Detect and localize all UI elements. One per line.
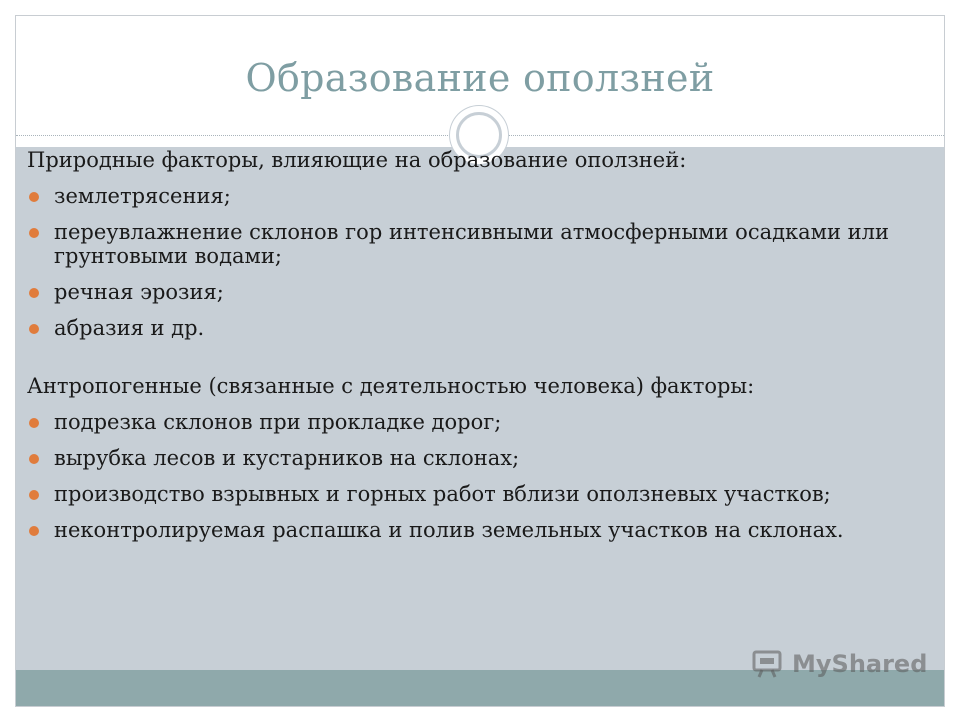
list-item: подрезка склонов при прокладке дорог; [27, 410, 907, 434]
watermark-text: MyShared [792, 650, 928, 678]
slide-title: Образование оползней [245, 56, 715, 100]
anthropogenic-factors-list [27, 410, 907, 542]
anthropogenic-factors-heading: Антропогенные (связанные с деятельностью человека) факторы: [27, 374, 755, 398]
myshared-watermark [752, 644, 927, 684]
myshared-logo-icon [752, 649, 786, 679]
list-item: переувлажнение склонов гор интенсивными атмосферными осадками или грунтовыми водами; [27, 220, 907, 268]
list-item: речная эрозия; [27, 280, 907, 304]
list-item: производство взрывных и горных работ вблизи оползневых участков; [27, 482, 907, 506]
list-item: вырубка лесов и кустарников на склонах; [27, 446, 907, 470]
list-item: землетрясения; [27, 184, 907, 208]
slide-body [27, 148, 907, 554]
natural-factors-heading: Природные факторы, влияющие на образование оползней: [27, 148, 687, 172]
list-item: неконтролируемая распашка и полив земельных участков на склонах. [27, 518, 907, 542]
natural-factors-list [27, 184, 907, 340]
list-item: абразия и др. [27, 316, 907, 340]
